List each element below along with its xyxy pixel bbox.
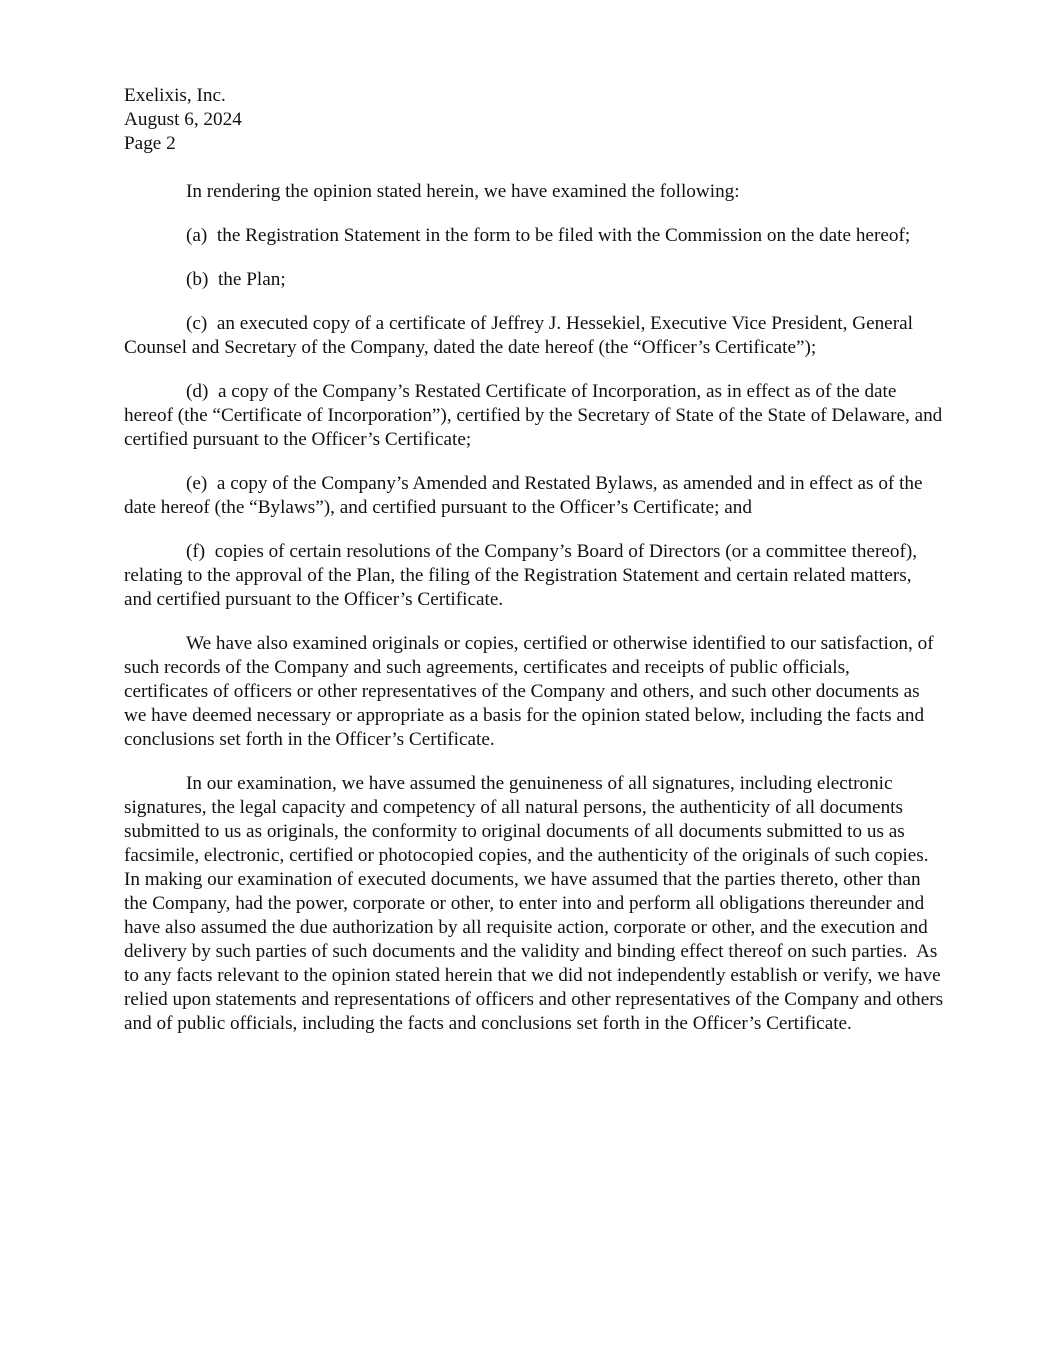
body-paragraph-records: We have also examined originals or copies, certified or otherwise identified to our satisfaction, of such records of the Company and such agreements, certificates and receipts of public officials, certificates of officers or other representatives of the Company and others, and such other documents as we have deemed necessary or appropriate as a basis for the opinion stated below, including the facts and conclusions set forth in the Officer’s Certificate. — [124, 633, 934, 750]
letter-header — [124, 84, 936, 156]
header-company: Exelixis, Inc. — [124, 85, 226, 106]
list-item-b: (b) the Plan; — [186, 269, 286, 290]
intro-paragraph: In rendering the opinion stated herein, we have examined the following: — [186, 181, 740, 202]
list-item-a: (a) the Registration Statement in the form to be filed with the Commission on the date hereof; — [186, 225, 911, 246]
list-item-f: (f) copies of certain resolutions of the Company’s Board of Directors (or a committee thereof), relating to the approval of the Plan, the filing of the Registration Statement and certain related matters, and certified pursuant to the Officer’s Certificate. — [124, 541, 918, 610]
list-item-e: (e) a copy of the Company’s Amended and Restated Bylaws, as amended and in effect as of the date hereof (the “Bylaws”), and certified pursuant to the Officer’s Certificate; and — [124, 473, 923, 518]
list-item-c: (c) an executed copy of a certificate of Jeffrey J. Hessekiel, Executive Vice President, General Counsel and Secretary of the Company, dated the date hereof (the “Officer’s Certificate”); — [124, 313, 913, 358]
header-page-number: Page 2 — [124, 133, 176, 154]
body-paragraph-assumptions: In our examination, we have assumed the genuineness of all signatures, including electronic signatures, the legal capacity and competency of all natural persons, the authenticity of all documents submitted to us as originals, the conformity to original documents of all documents submitted to us as facsimile, electronic, certified or photocopied copies, and the authenticity of the originals of such copies. In making our examination of executed documents, we have assumed that the parties thereto, other than the Company, had the power, corporate or other, to enter into and perform all obligations thereunder and have also assumed the due authorization by all requisite action, corporate or other, and the execution and delivery by such parties of such documents and the validity and binding effect thereof on such parties. As to any facts relevant to the opinion stated herein that we did not independently establish or verify, we have relied upon statements and representations of officers and other representatives of the Company and others and of public officials, including the facts and conclusions set forth in the Officer’s Certificate. — [124, 773, 944, 1034]
document-page — [124, 84, 944, 1036]
header-date: August 6, 2024 — [124, 109, 242, 130]
list-item-d: (d) a copy of the Company’s Restated Certificate of Incorporation, as in effect as of the date hereof (the “Certificate of Incorporation”), certified by the Secretary of State of the State of Delaware, and certified pursuant to the Officer’s Certificate; — [124, 381, 943, 450]
